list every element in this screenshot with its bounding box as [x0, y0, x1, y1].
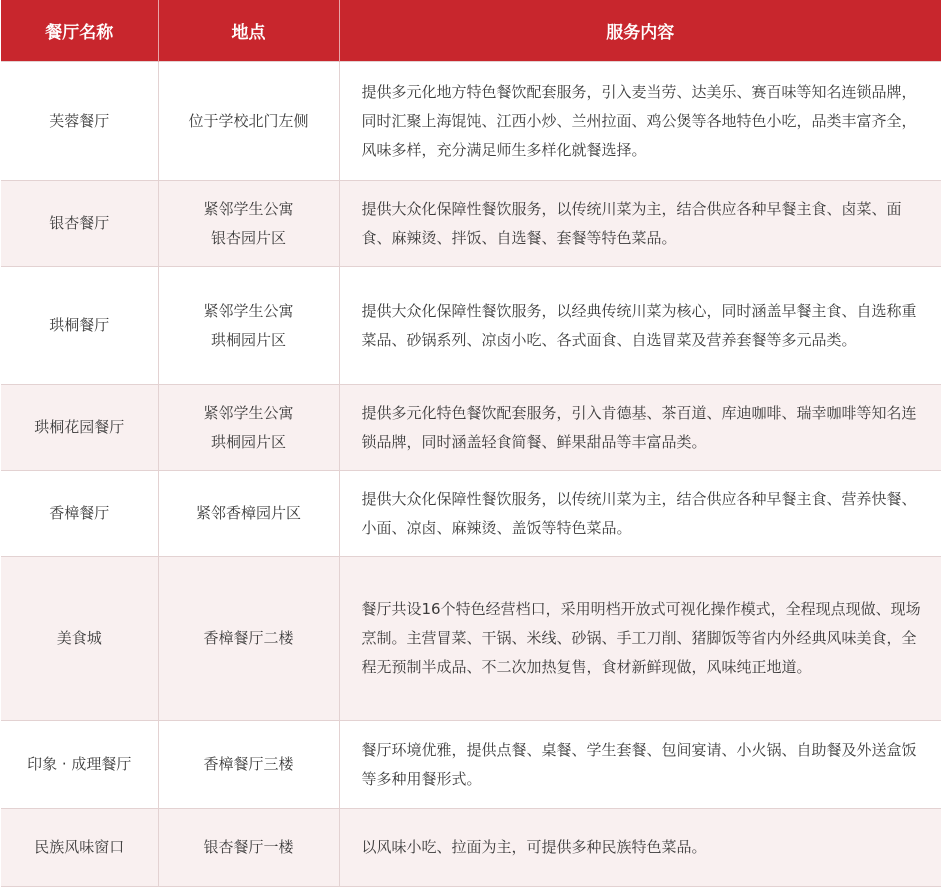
restaurant-name: 香樟餐厅 — [1, 471, 158, 557]
location-line: 珙桐园片区 — [210, 330, 286, 349]
header-restaurant-name: 餐厅名称 — [1, 0, 158, 62]
header-location: 地点 — [158, 0, 339, 62]
service-description: 提供多元化特色餐饮配套服务，引入肯德基、茶百道、库迪咖啡、瑞幸咖啡等知名连锁品牌，同时涵盖轻食简餐、鲜果甜品等丰富品类。 — [339, 385, 941, 471]
restaurant-location — [158, 62, 339, 181]
table-row — [1, 721, 941, 809]
service-description: 餐厅环境优雅，提供点餐、桌餐、学生套餐、包间宴请、小火锅、自助餐及外送盒饭等多种用餐形式。 — [339, 721, 941, 809]
table-row — [1, 471, 941, 557]
table-row — [1, 557, 941, 721]
table-header-row — [1, 0, 941, 62]
service-description: 以风味小吃、拉面为主，可提供多种民族特色菜品。 — [339, 809, 941, 887]
table-row — [1, 181, 941, 267]
restaurant-name: 民族风味窗口 — [1, 809, 158, 887]
restaurant-name: 珙桐花园餐厅 — [1, 385, 158, 471]
location-line: 紧邻学生公寓 — [203, 403, 294, 422]
header-service: 服务内容 — [339, 0, 941, 62]
restaurant-name: 美食城 — [1, 557, 158, 721]
restaurant-location — [158, 809, 339, 887]
service-description: 提供多元化地方特色餐饮配套服务，引入麦当劳、达美乐、赛百味等知名连锁品牌，同时汇聚上海馄饨、江西小炒、兰州拉面、鸡公煲等各地特色小吃，品类丰富齐全，风味多样，充分满足师生多样化就餐选择。 — [339, 62, 941, 181]
table-row — [1, 267, 941, 385]
table-row — [1, 62, 941, 181]
service-description: 餐厅共设16个特色经营档口，采用明档开放式可视化操作模式，全程现点现做、现场烹制。主营冒菜、干锅、米线、砂锅、手工刀削、猪脚饭等省内外经典风味美食，全程无预制半成品、不二次加热复售，食材新鲜现做，风味纯正地道。 — [339, 557, 941, 721]
location-line: 紧邻学生公寓 — [203, 199, 294, 218]
restaurant-location — [158, 181, 339, 267]
location-line: 位于学校北门左侧 — [188, 111, 309, 130]
service-description: 提供大众化保障性餐饮服务，以经典传统川菜为核心，同时涵盖早餐主食、自选称重菜品、砂锅系列、凉卤小吃、各式面食、自选冒菜及营养套餐等多元品类。 — [339, 267, 941, 385]
location-line: 香樟餐厅二楼 — [203, 629, 294, 647]
table-row — [1, 385, 941, 471]
restaurant-name: 银杏餐厅 — [1, 181, 158, 267]
restaurant-location — [158, 721, 339, 809]
location-line: 银杏餐厅一楼 — [203, 838, 294, 856]
service-description: 提供大众化保障性餐饮服务，以传统川菜为主，结合供应各种早餐主食、卤菜、面食、麻辣烫、拌饭、自选餐、套餐等特色菜品。 — [339, 181, 941, 267]
table-row — [1, 809, 941, 887]
location-line: 银杏园片区 — [210, 228, 286, 247]
service-description: 提供大众化保障性餐饮服务，以传统川菜为主，结合供应各种早餐主食、营养快餐、小面、凉卤、麻辣烫、盖饭等特色菜品。 — [339, 471, 941, 557]
restaurant-name: 印象 · 成理餐厅 — [1, 721, 158, 809]
restaurant-location — [158, 557, 339, 721]
restaurant-name: 珙桐餐厅 — [1, 267, 158, 385]
restaurant-location — [158, 471, 339, 557]
canteen-table — [1, 0, 941, 887]
location-line: 紧邻香樟园片区 — [195, 504, 301, 522]
location-line: 香樟餐厅三楼 — [203, 755, 294, 773]
restaurant-location — [158, 267, 339, 385]
location-line: 紧邻学生公寓 — [203, 301, 294, 320]
restaurant-name: 芙蓉餐厅 — [1, 62, 158, 181]
location-line: 珙桐园片区 — [210, 432, 286, 451]
restaurant-location — [158, 385, 339, 471]
